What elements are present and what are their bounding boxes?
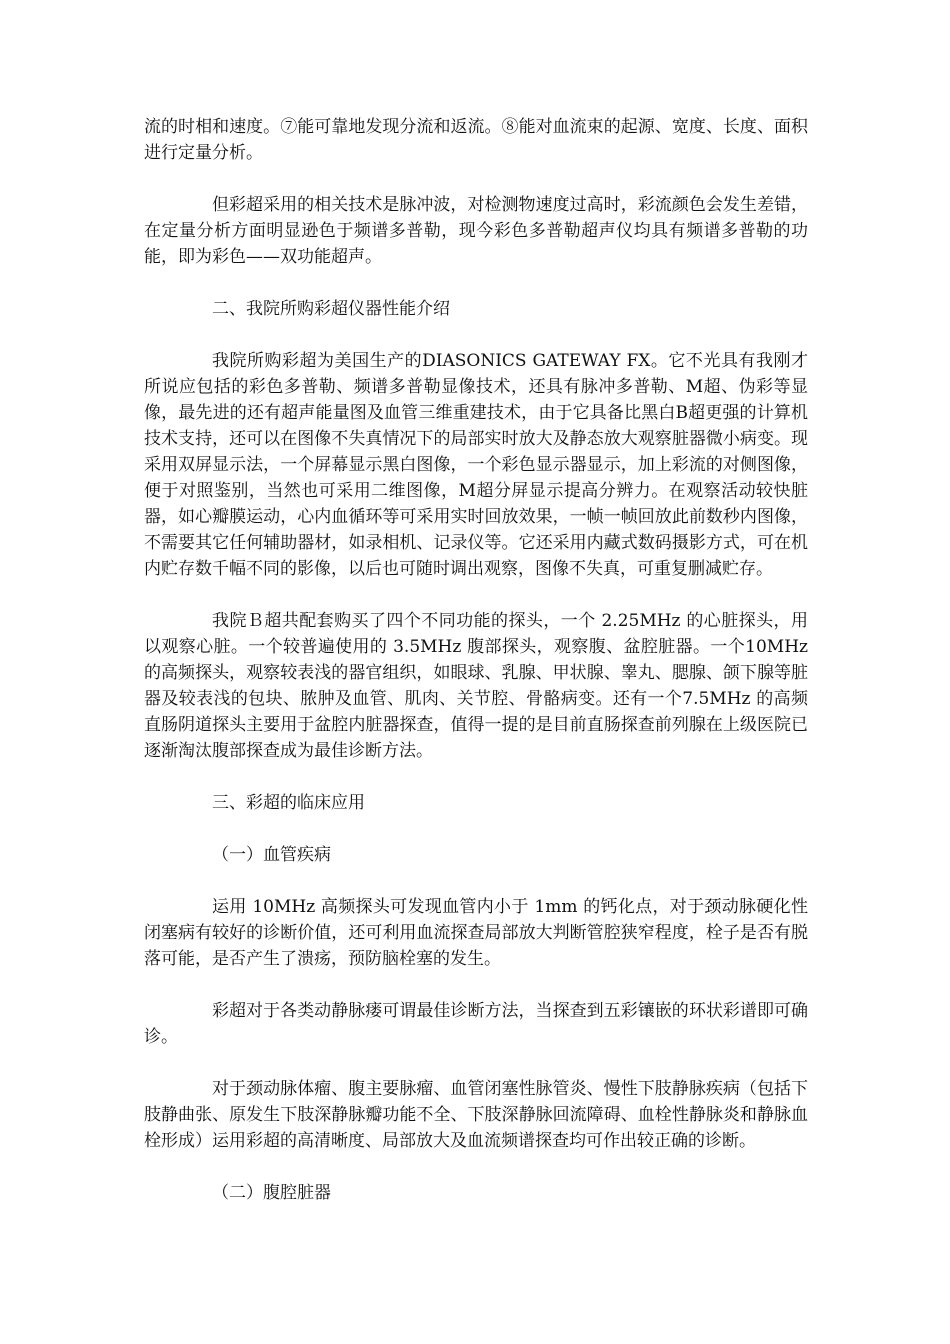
section-heading-2: 二、我院所购彩超仪器性能介绍	[212, 299, 450, 319]
subsection-heading-vascular: （一）血管疾病	[212, 845, 331, 865]
paragraph-vascular-1: 运用 10MHz 高频探头可发现血管内小于 1mm 的钙化点，对于颈动脉硬化性闭塞病有较好的诊断价值，还可利用血流探查局部放大判断管腔狭窄程度，栓子是否有脱落可能，是否产生了溃疡，预防脑栓塞的发生。	[144, 897, 808, 969]
paragraph-probes: 我院Ｂ超共配套购买了四个不同功能的探头，一个 2.25MHz 的心脏探头，用以观察心脏。一个较普遍使用的 3.5MHz 腹部探头，观察腹、盆腔脏器。一个10MHz 的高频探头，观察较表浅的器官组织，如眼球、乳腺、甲状腺、睾丸、腮腺、颌下腺等脏器及较表浅的包块、脓肿及血管、肌肉、关节腔、骨骼病变。还有一个7.5MHz 的高频直肠阴道探头主要用于盆腔内脏器探查，值得一提的是目前直肠探查前列腺在上级医院已逐渐淘汰腹部探查成为最佳诊断方法。	[144, 611, 808, 761]
section-heading-3: 三、彩超的临床应用	[212, 793, 365, 813]
paragraph-continuation: 流的时相和速度。⑦能可靠地发现分流和返流。⑧能对血流束的起源、宽度、长度、面积进行定量分析。	[144, 117, 808, 163]
subsection-heading-abdominal: （二）腹腔脏器	[212, 1183, 331, 1203]
paragraph-vascular-3: 对于颈动脉体瘤、腹主要脉瘤、血管闭塞性脉管炎、慢性下肢静脉疾病（包括下肢静曲张、原发生下肢深静脉瓣功能不全、下肢深静脉回流障碍、血栓性静脉炎和静脉血栓形成）运用彩超的高清晰度、局部放大及血流频谱探查均可作出较正确的诊断。	[144, 1079, 808, 1151]
document-body	[144, 114, 808, 1206]
paragraph-vascular-2: 彩超对于各类动静脉瘘可谓最佳诊断方法，当探查到五彩镶嵌的环状彩谱即可确诊。	[144, 1001, 808, 1047]
paragraph-device-overview: 我院所购彩超为美国生产的DIASONICS GATEWAY FX。它不光具有我刚才所说应包括的彩色多普勒、频谱多普勒显像技术，还具有脉冲多普勒、M超、伪彩等显像，最先进的还有超声能量图及血管三维重建技术，由于它具备比黑白B超更强的计算机技术支持，还可以在图像不失真情况下的局部实时放大及静态放大观察脏器微小病变。现采用双屏显示法，一个屏幕显示黑白图像，一个彩色显示器显示，加上彩流的对侧图像，便于对照鉴别，当然也可采用二维图像，M超分屏显示提高分辨力。在观察活动较快脏器，如心瓣膜运动，心内血循环等可采用实时回放效果，一帧一帧回放此前数秒内图像，不需要其它任何辅助器材，如录相机、记录仪等。它还采用内藏式数码摄影方式，可在机内贮存数千幅不同的影像，以后也可随时调出观察，图像不失真，可重复删减贮存。	[144, 351, 808, 579]
paragraph-doppler-limitations: 但彩超采用的相关技术是脉冲波，对检测物速度过高时，彩流颜色会发生差错，在定量分析方面明显逊色于频谱多普勒，现今彩色多普勒超声仪均具有频谱多普勒的功能，即为彩色——双功能超声。	[144, 195, 808, 267]
